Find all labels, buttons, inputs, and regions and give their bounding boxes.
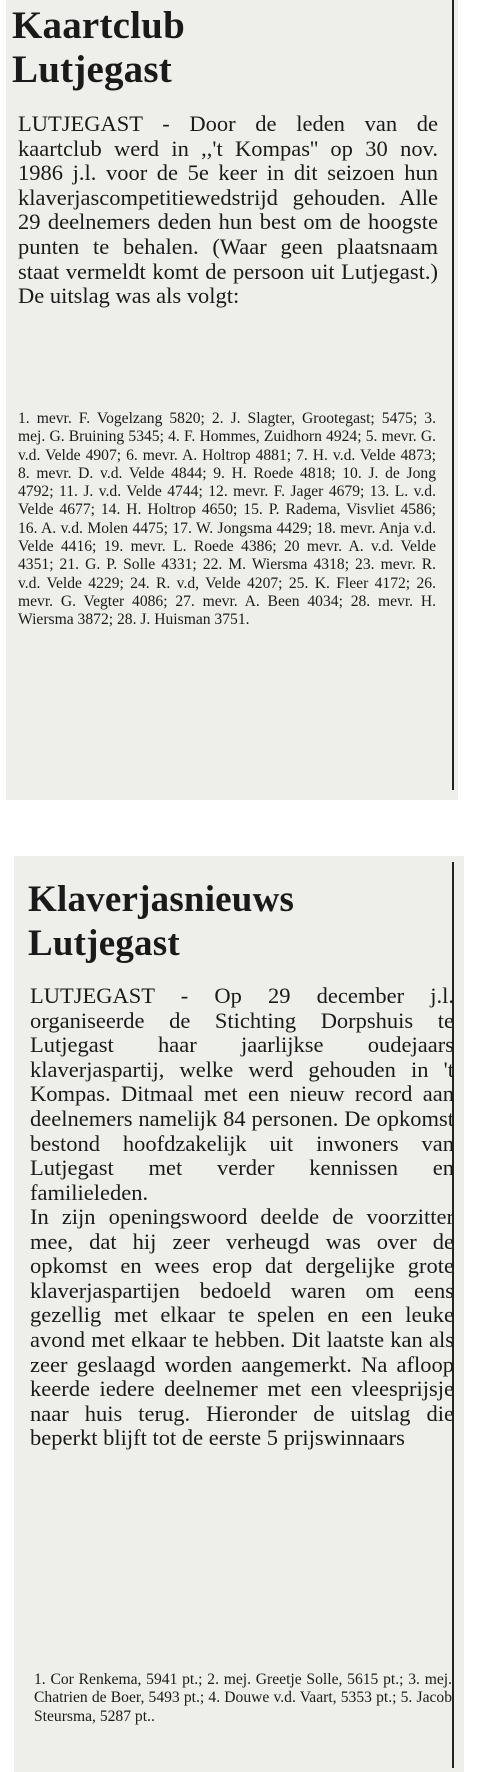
column-rule (452, 0, 454, 790)
article-clipping-kaartclub (6, 0, 458, 800)
body-paragraph-2: In zijn openingswoord deelde de voorzitter mee, dat hij zeer verheugd was over de opkomst en wees erop dat dergelijke grote klaverjaspartijen bedoeld waren om eens gezellig met elkaar te spelen en een leuke avond met elkaar te hebben. Dit laatste kan als zeer geslaagd worden aangemerkt. Na afloop keerde iedere deelnemer met een vleesprijsje naar huis terug. Hieronder de uitslag die beperkt blijft tot de eerste 5 prijswinnaars (30, 1204, 454, 1451)
headline-line-2: Lutjegast (28, 923, 180, 964)
headline (28, 878, 448, 966)
article-clipping-klaverjasnieuws (14, 856, 464, 1772)
body-paragraph-1: LUTJEGAST - Op 29 december j.l. organiseerde de Stichting Dorpshuis te Lutjegast haar jaarlijkse oudejaars klaverjaspartij, welke werd gehouden in 't Kompas. Ditmaal met een nieuw record aan deelnemers namelijk 84 personen. De opkomst bestond hoofdzakelijk uit inwoners van Lutjegast met verder kennissen en familieleden. (30, 983, 454, 1205)
headline (12, 4, 412, 92)
results-list: 1. Cor Renkema, 5941 pt.; 2. mej. Greetje Solle, 5615 pt.; 3. mej. Chatrien de Boer, 5493 pt.; 4. Douwe v.d. Vaart, 5353 pt.; 5. Jacob Steursma, 5287 pt.. (34, 1671, 452, 1725)
headline-line-1: Kaartclub (12, 4, 185, 47)
lead-paragraph: LUTJEGAST - Door de leden van de kaartclub werd in ,,'t Kompas'' op 30 nov. 1986 j.l. voor de 5e keer in dit seizoen hun klaverjascompetitiewedstrijd gehouden. Alle 29 deelnemers deden hun best om de hoogste punten te behalen. (Waar geen plaatsnaam staat vermeldt komt de persoon uit Lutjegast.) De uitslag was als volgt: (18, 111, 438, 309)
headline-line-2: Lutjegast (12, 48, 172, 91)
headline-line-1: Klaverjasnieuws (28, 879, 295, 920)
results-list: 1. mevr. F. Vogelzang 5820; 2. J. Slagter, Grootegast; 5475; 3. mej. G. Bruining 5345; 4. F. Hommes, Zuidhorn 4924; 5. mevr. G. v.d. Velde 4907; 6. mevr. A. Holtrop 4881; 7. H. v.d. Velde 4873; 8. mevr. D. v.d. Velde 4844; 9. H. Roede 4818; 10. J. de Jong 4792; 11. J. v.d. Velde 4744; 12. mevr. F. Jager 4679; 13. L. v.d. Velde 4677; 14. H. Holtrop 4650; 15. P. Radema, Visvliet 4586; 16. A. v.d. Molen 4475; 17. W. Jongsma 4429; 18. mevr. Anja v.d. Velde 4416; 19. mevr. L. Roede 4386; 20 mevr. A. v.d. Velde 4351; 21. G. P. Solle 4331; 22. M. Wiersma 4318; 23. mevr. R. v.d. Velde 4229; 24. R. v.d, Velde 4207; 25. K. Fleer 4172; 26. mevr. G. Vegter 4086; 27. mevr. A. Been 4034; 28. mevr. H. Wiersma 3872; 28. J. Huisman 3751. (18, 410, 436, 629)
